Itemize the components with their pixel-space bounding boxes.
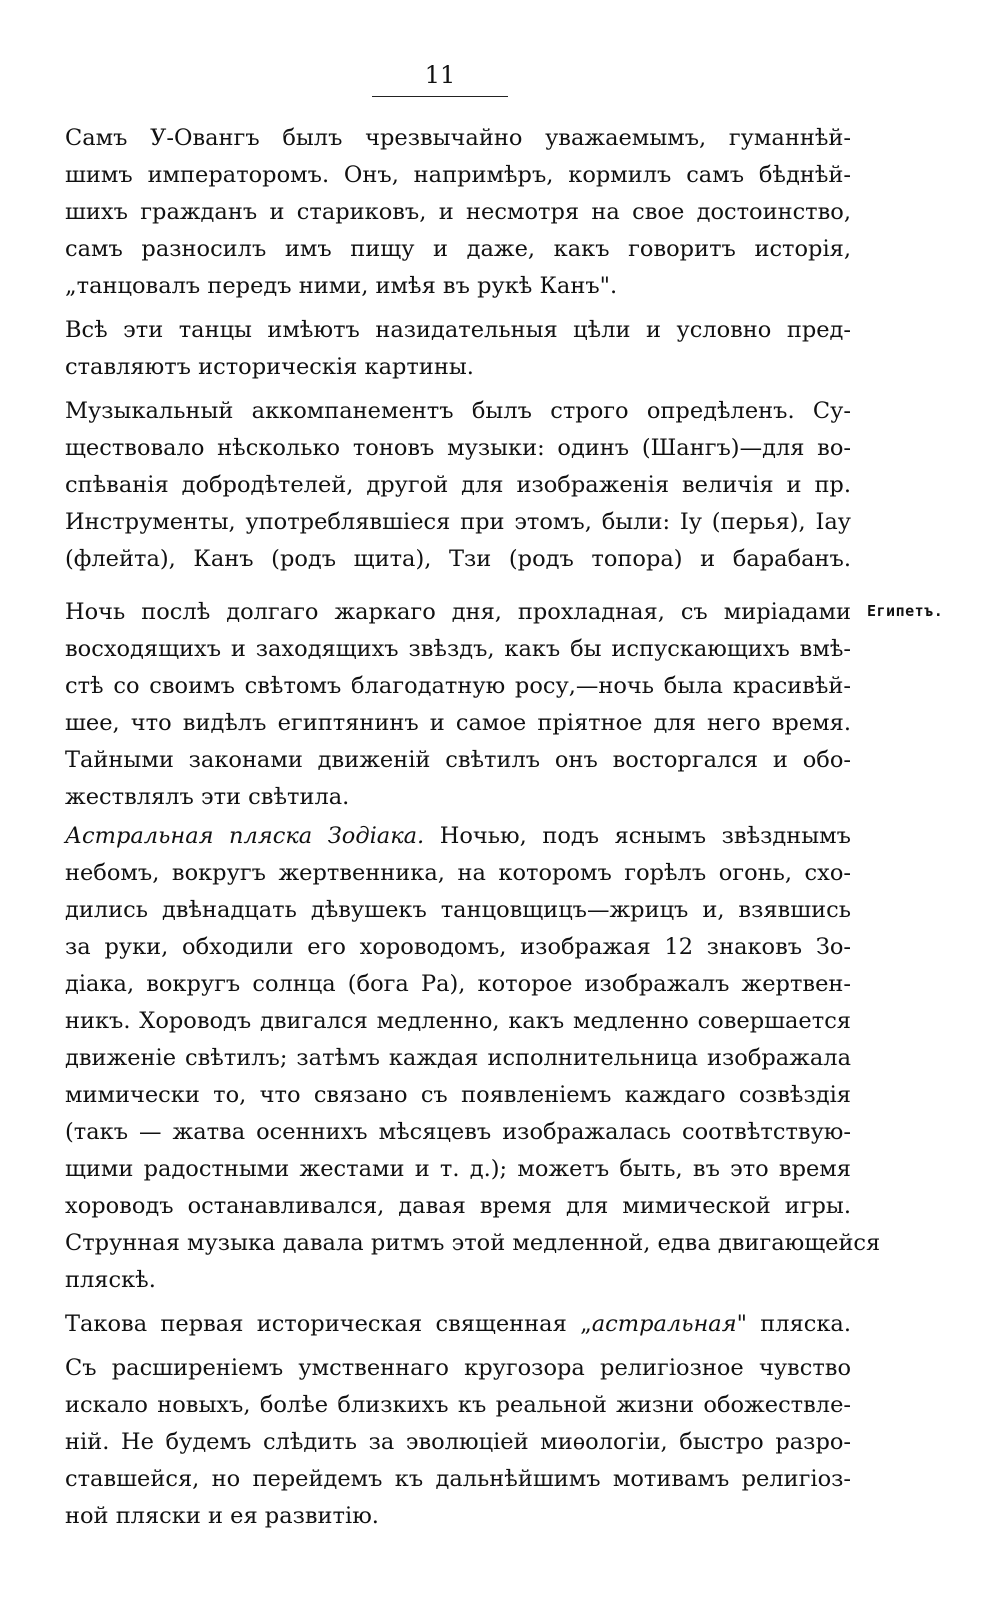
text-line: Струнная музыка давала ритмъ этой медленной, едва двигающейся <box>65 1230 881 1256</box>
page-number-rule <box>372 96 508 97</box>
text-line: ставляютъ историческія картины. <box>65 354 474 380</box>
text-line: Самъ У-Овангъ былъ чрезвычайно уважаемымъ, гуманнѣй- <box>65 125 851 151</box>
text-line: шихъ гражданъ и стариковъ, и несмотря на свое достоинство, <box>65 199 851 225</box>
text-fragment: " пляска. <box>736 1311 851 1337</box>
text-line: дились двѣнадцать дѣвушекъ танцовщицъ—жрицъ и, взявшись <box>65 897 851 923</box>
text-fragment: Ночью, подъ яснымъ звѣзднымъ <box>439 823 851 849</box>
text-line: (флейта), Канъ (родъ щита), Тзи (родъ топора) и барабанъ. <box>65 546 851 572</box>
paragraph-music <box>65 393 851 578</box>
paragraph-religious-feeling <box>65 1350 851 1535</box>
page-number: 11 <box>424 61 456 89</box>
paragraph-dances <box>65 312 851 386</box>
text-block-astral-dance <box>65 818 881 1535</box>
text-block-china <box>65 120 851 578</box>
paragraph-first-astral-dance <box>65 1306 851 1343</box>
emphasis-astral: астральная <box>591 1311 737 1337</box>
text-line: діака, вокругъ солнца (бога Ра), которое изображалъ жертвен- <box>65 971 851 997</box>
text-line: Всѣ эти танцы имѣютъ назидательныя цѣли и условно пред- <box>65 317 851 343</box>
text-line: ществовало нѣсколько тоновъ музыки: одинъ (Шангъ)—для во- <box>65 435 851 461</box>
text-line: шимъ императоромъ. Онъ, напримѣръ, кормилъ самъ бѣднѣй- <box>65 162 851 188</box>
text-line: за руки, обходили его хороводомъ, изображая 12 знаковъ Зо- <box>65 934 851 960</box>
section-title-astral-dance: Астральная пляска Зодіака. <box>65 823 425 849</box>
text-line: шее, что видѣлъ египтянинъ и самое пріятное для него время. <box>65 710 851 736</box>
text-line: ной пляски и ея развитію. <box>65 1503 379 1529</box>
text-line: (такъ — жатва осеннихъ мѣсяцевъ изображалась соотвѣтствую- <box>65 1119 851 1145</box>
text-line: самъ разносилъ имъ пищу и даже, какъ говоритъ исторія, <box>65 236 851 262</box>
text-line <box>65 818 851 855</box>
paragraph-night <box>65 594 851 816</box>
text-line: пляскѣ. <box>65 1267 156 1293</box>
text-line: Тайными законами движеній свѣтилъ онъ восторгался и обо- <box>65 747 851 773</box>
text-line: хороводъ останавливался, давая время для мимической игры. <box>65 1193 851 1219</box>
text-fragment: Такова первая историческая священная „ <box>65 1311 592 1337</box>
text-line: Ночь послѣ долгаго жаркаго дня, прохладная, съ миріадами <box>65 599 851 625</box>
text-line: жествлялъ эти свѣтила. <box>65 784 350 810</box>
text-line: Инструменты, употреблявшіеся при этомъ, были: Іу (перья), Іау <box>65 509 851 535</box>
text-line: щими радостными жестами и т. д.); можетъ быть, въ это время <box>65 1156 851 1182</box>
text-line: Музыкальный аккомпанементъ былъ строго опредѣленъ. Су- <box>65 398 851 424</box>
text-line: „танцовалъ передъ ними, имѣя въ рукѣ Канъ". <box>65 273 618 299</box>
text-line: никъ. Хороводъ двигался медленно, какъ медленно совершается <box>65 1008 851 1034</box>
text-line: стѣ со своимъ свѣтомъ благодатную росу,—ночь была красивѣй- <box>65 673 851 699</box>
text-line <box>65 1306 851 1343</box>
margin-note-egypt: Египетъ. <box>867 602 944 620</box>
text-line: мимически то, что связано съ появленіемъ каждаго созвѣздія <box>65 1082 851 1108</box>
paragraph-u-ovang <box>65 120 851 305</box>
text-line: ставшейся, но перейдемъ къ дальнѣйшимъ мотивамъ религіоз- <box>65 1466 851 1492</box>
text-line: спѣванія добродѣтелей, другой для изображенія величія и пр. <box>65 472 851 498</box>
text-line: Съ расширеніемъ умственнаго кругозора религіозное чувство <box>65 1355 851 1381</box>
text-block-egypt-intro <box>65 594 851 816</box>
text-line: ній. Не будемъ слѣдить за эволюціей миѳологіи, быстро разро- <box>65 1429 851 1455</box>
text-line: небомъ, вокругъ жертвенника, на которомъ горѣлъ огонь, схо- <box>65 860 851 886</box>
paragraph-zodiac <box>65 818 881 1299</box>
text-line: движеніе свѣтилъ; затѣмъ каждая исполнительница изображала <box>65 1045 851 1071</box>
text-line: искало новыхъ, болѣе близкихъ къ реальной жизни обожествле- <box>65 1392 851 1418</box>
text-line: восходящихъ и заходящихъ звѣздъ, какъ бы испускающихъ вмѣ- <box>65 636 851 662</box>
